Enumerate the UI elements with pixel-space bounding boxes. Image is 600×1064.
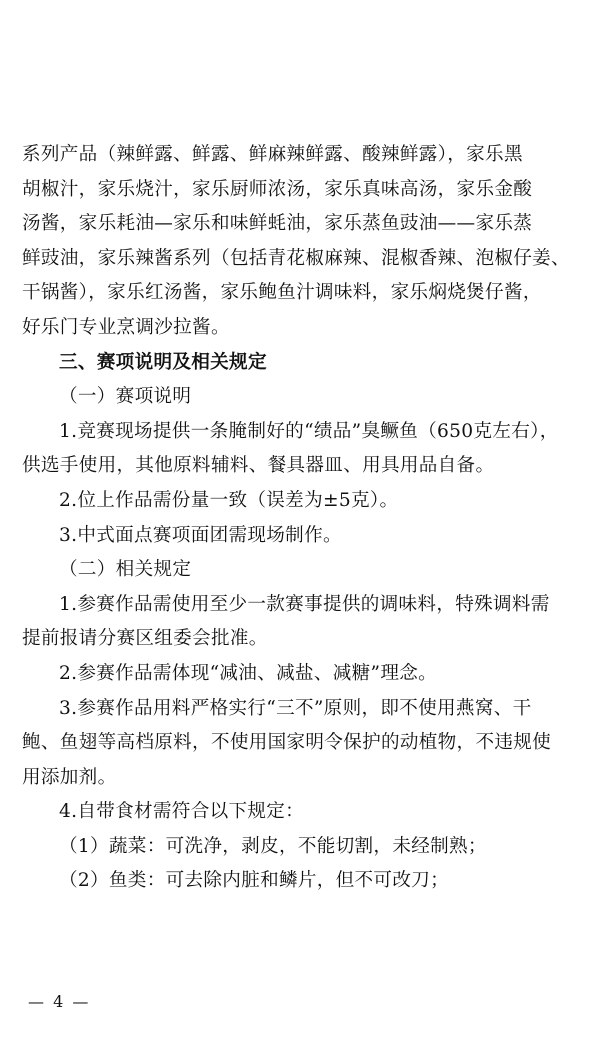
paragraph-line: 胡椒汁，家乐烧汁，家乐厨师浓汤，家乐真味高汤，家乐金酸 (22, 178, 533, 200)
list-item: （1）蔬菜：可洗净，剥皮，不能切割，未经制熟； (59, 835, 487, 857)
paragraph-line: 鲜豉油，家乐辣酱系列（包括青花椒麻辣、混椒香辣、泡椒仔姜、 (22, 247, 570, 269)
list-item-continuation: 鲍、鱼翅等高档原料，不使用国家明令保护的动植物，不违规使 (22, 732, 552, 754)
paragraph-line: 系列产品（辣鲜露、鲜露、鲜麻辣鲜露、酸辣鲜露），家乐黑 (22, 144, 523, 165)
list-item: 2.参赛作品需体现“减油、减盐、减糖”理念。 (59, 662, 438, 684)
paragraph-line: 好乐门专业烹调沙拉酱。 (22, 316, 230, 338)
section-heading: 三、赛项说明及相关规定 (59, 351, 267, 373)
list-item-continuation: 供选手使用，其他原料辅料、餐具器皿、用具用品自备。 (22, 455, 495, 477)
list-item: 3.中式面点赛项面团需现场制作。 (59, 524, 342, 546)
paragraph-line: 汤酱，家乐耗油—家乐和味鲜蚝油，家乐蒸鱼豉油——家乐蒸 (22, 213, 533, 235)
list-item-continuation: 提前报请分赛区组委会批准。 (22, 628, 268, 650)
list-item: （2）鱼类：可去除内脏和鳞片，但不可改刀； (59, 870, 450, 892)
list-item: 1.竞赛现场提供一条腌制好的“绩品”臭鳜鱼（650克左右）， (59, 420, 559, 442)
subsection-heading: （二）相关规定 (59, 559, 192, 581)
list-item: 2.位上作品需份量一致（误差为±5克）。 (59, 489, 399, 511)
paragraph-line: 干锅酱），家乐红汤酱，家乐鲍鱼汁调味料，家乐焖烧煲仔酱， (22, 282, 542, 304)
list-item: 3.参赛作品用料严格实行“三不”原则，即不使用燕窝、干 (59, 697, 532, 719)
document-body (22, 138, 582, 899)
list-item-continuation: 用添加剂。 (22, 766, 117, 788)
list-item: 4.自带食材需符合以下规定： (59, 801, 305, 823)
subsection-heading: （一）赛项说明 (59, 386, 192, 408)
page-number: — 4 — (28, 992, 91, 1011)
list-item: 1.参赛作品需使用至少一款赛事提供的调味料，特殊调料需 (59, 593, 550, 615)
